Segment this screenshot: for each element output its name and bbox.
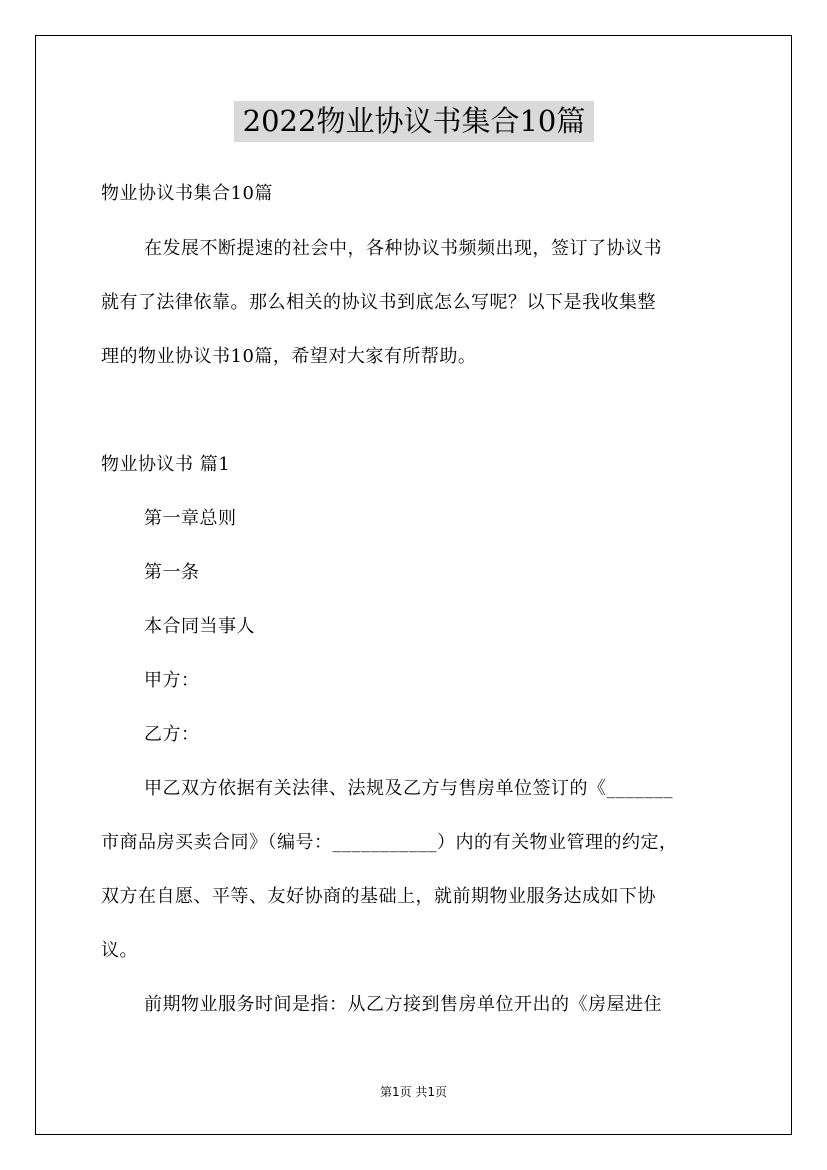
parties-heading: 本合同当事人	[144, 616, 255, 637]
article-heading: 第一条	[144, 562, 200, 583]
document-subtitle: 物业协议书集合10篇	[101, 183, 273, 204]
party-b-label: 乙方：	[144, 724, 200, 745]
paragraph-line: 双方在自愿、平等、友好协商的基础上，就前期物业服务达成如下协	[101, 886, 656, 907]
intro-line-3: 理的物业协议书10篇，希望对大家有所帮助。	[101, 346, 477, 367]
section-heading: 物业协议书 篇1	[101, 454, 231, 475]
paragraph-line: 议。	[101, 940, 138, 961]
intro-line-2: 就有了法律依靠。那么相关的协议书到底怎么写呢？以下是我收集整	[101, 292, 656, 313]
chapter-heading: 第一章总则	[144, 508, 237, 529]
document-title: 2022物业协议书集合10篇	[234, 101, 594, 142]
intro-line-1: 在发展不断提速的社会中，各种协议书频频出现，签订了协议书	[144, 238, 662, 259]
paragraph-line: 前期物业服务时间是指：从乙方接到售房单位开出的《房屋进住	[144, 994, 662, 1015]
party-a-label: 甲方：	[144, 670, 200, 691]
paragraph-line: 甲乙双方依据有关法律、法规及乙方与售房单位签订的《_______	[144, 778, 673, 799]
page-footer: 第1页 共1页	[379, 1085, 448, 1099]
paragraph-line: 市商品房买卖合同》（编号：___________）内的有关物业管理的约定，	[101, 832, 678, 853]
